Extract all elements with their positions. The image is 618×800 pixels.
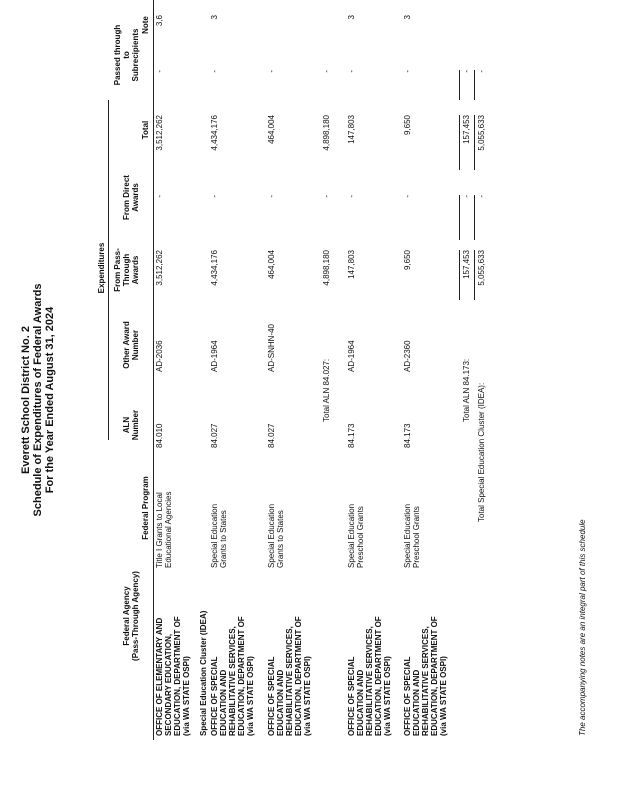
subrecipients-cell: - [403,70,412,73]
cluster-total-rule [474,195,475,240]
other-award-cell: AD-SNHN-40 [267,323,276,372]
agency-cell: OFFICE OF SPECIAL EDUCATION AND REHABILITATIVE SERVICES, EDUCATION, DEPARTMENT OF (via WA STATE OSPI) [403,616,448,736]
direct-cell: - [210,195,219,198]
aln-cell: 84.027 [210,423,219,448]
pass-through-cell: 464,004 [267,250,276,279]
subtotal-84173-rule [459,250,460,300]
expenditures-group-header: Expenditures [97,242,106,294]
subrecipients-cell: - [347,70,356,73]
note-header: Note [141,16,150,34]
expenditures-group-rule [108,100,109,440]
pass-through-cell: 3,512,262 [155,250,164,286]
subrecipients-cell: - [267,70,276,73]
header-rule [153,0,154,740]
subrecipients-cell: - [155,70,164,73]
program-cell: Special Education Preschool Grants [347,503,365,568]
total-cell: 4,434,176 [210,115,219,151]
program-cell: Special Education Grants to States [210,503,228,568]
note-cell: 3,6 [155,15,164,27]
direct-awards-header: From Direct Awards [122,175,140,220]
total-cell: 9,650 [403,115,412,136]
subtotal-84027-label: Total ALN 84.027: [322,358,331,422]
cluster-total-pass-through: 5,055,633 [477,250,486,286]
program-cell: Special Education Preschool Grants [403,503,421,568]
cluster-total-label: Total Special Education Cluster (IDEA): [477,382,486,522]
subrecipients-cell: - [210,70,219,73]
subtotal-84027-subrecipients: - [322,70,331,73]
report-entity: Everett School District No. 2 [20,326,32,474]
agency-header: Federal Agency (Pass-Through Agency) [122,571,140,661]
subrecipients-header: Passed through to Subrecipients [113,24,140,86]
cluster-heading: Special Education Cluster (IDEA) [199,610,208,736]
report-title: Schedule of Expenditures of Federal Awards [32,283,44,517]
agency-cell: OFFICE OF SPECIAL EDUCATION AND REHABILITATIVE SERVICES, EDUCATION, DEPARTMENT OF (via WA STATE OSPI) [267,616,312,736]
subtotal-84173-direct: - [462,195,471,198]
subtotal-84173-rule [459,70,460,100]
subtotal-84173-total: 157,453 [462,115,471,144]
other-award-cell: AD-2036 [155,340,164,372]
total-cell: 464,004 [267,115,276,144]
subtotal-84173-rule [459,115,460,170]
subtotal-84027-direct: - [322,195,331,198]
aln-cell: 84.173 [403,423,412,448]
direct-cell: - [403,195,412,198]
direct-cell: - [347,195,356,198]
subtotal-84173-rule [459,195,460,240]
cluster-total-subrecipients: - [477,70,486,73]
direct-cell: - [267,195,276,198]
agency-cell: OFFICE OF SPECIAL EDUCATION AND REHABILITATIVE SERVICES, EDUCATION, DEPARTMENT OF (via WA STATE OSPI) [347,616,392,736]
direct-cell: - [155,195,164,198]
cluster-total-direct: - [477,195,486,198]
program-cell: Title I Grants to Local Educational Agencies [155,491,173,568]
total-cell: 147,803 [347,115,356,144]
aln-header: ALN Number [122,409,140,441]
pass-through-cell: 147,803 [347,250,356,279]
program-cell: Special Education Grants to States [267,503,285,568]
subtotal-84173-label: Total ALN 84.173: [462,358,471,422]
note-cell: 3 [210,15,219,20]
agency-cell: OFFICE OF ELEMENTARY AND SECONDARY EDUCATION, EDUCATION, DEPARTMENT OF (via WA STATE OSPI) [155,616,191,736]
subtotal-84027-total: 4,898,180 [322,115,331,151]
aln-cell: 84.173 [347,423,356,448]
cluster-total-rule [474,70,475,100]
cluster-total-total: 5,055,633 [477,115,486,151]
footnote: The accompanying notes are an integral part of this schedule [578,519,587,736]
other-award-cell: AD-1964 [210,340,219,372]
pass-through-header: From Pass- Through Awards [113,248,140,292]
note-cell: 3 [403,15,412,20]
note-cell: 3 [347,15,356,20]
aln-cell: 84.010 [155,423,164,448]
other-award-cell: AD-1964 [347,340,356,372]
cluster-total-rule [474,115,475,170]
cluster-total-rule [474,250,475,300]
aln-cell: 84.027 [267,423,276,448]
total-cell: 3,512,262 [155,115,164,151]
subtotal-84173-pass-through: 157,453 [462,250,471,279]
subtotal-84027-pass-through: 4,898,180 [322,250,331,286]
subtotal-84173-subrecipients: - [462,70,471,73]
pass-through-cell: 9,650 [403,250,412,271]
program-header: Federal Program [141,476,150,540]
pass-through-cell: 4,434,176 [210,250,219,286]
agency-cell: OFFICE OF SPECIAL EDUCATION AND REHABILITATIVE SERVICES, EDUCATION, DEPARTMENT OF (via WA STATE OSPI) [210,616,255,736]
total-header: Total [141,120,150,140]
other-award-header: Other Award Number [122,321,140,369]
report-period: For the Year Ended August 31, 2024 [44,306,56,494]
other-award-cell: AD-2360 [403,340,412,372]
